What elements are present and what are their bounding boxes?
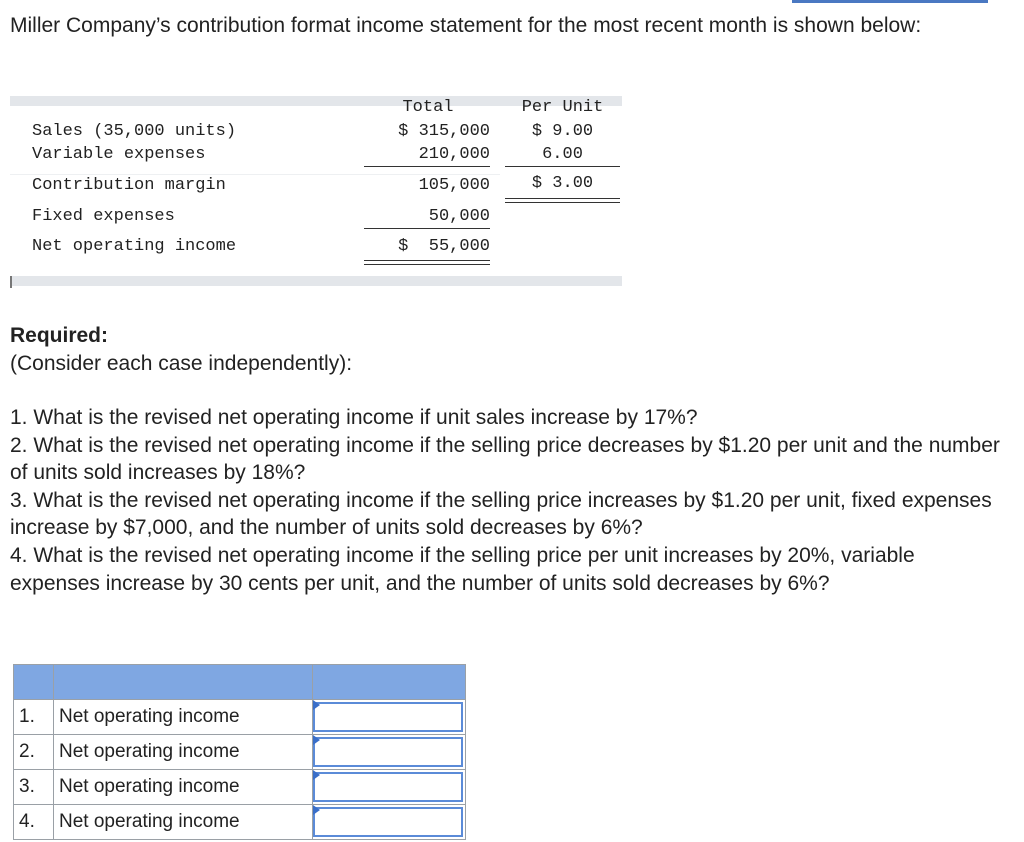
- answer-row-number: 4.: [14, 805, 54, 840]
- row-per-unit-contribution-margin: $ 3.00: [531, 174, 594, 193]
- answer-input-2[interactable]: [313, 737, 463, 767]
- header-per-unit: Per Unit: [521, 98, 604, 117]
- row-label-sales: Sales (35,000 units): [32, 122, 237, 141]
- row-total-contribution-margin: 105,000: [418, 176, 490, 195]
- statement-footer-band: [10, 276, 622, 286]
- answer-row-label: Net operating income: [54, 735, 313, 770]
- row-label-contribution-margin: Contribution margin: [32, 176, 226, 195]
- answer-row: [14, 805, 466, 840]
- answer-row-number: 2.: [14, 735, 54, 770]
- question-1: 1. What is the revised net operating income if unit sales increase by 17%?: [10, 406, 698, 429]
- answer-input-3[interactable]: [313, 772, 463, 802]
- row-label-fixed-expenses: Fixed expenses: [32, 207, 175, 226]
- answer-flag-icon: [313, 770, 320, 780]
- required-section: [10, 322, 352, 378]
- row-total-sales: $ 315,000: [398, 122, 490, 141]
- answer-flag-icon: [313, 700, 320, 710]
- top-accent-bar: [792, 0, 988, 3]
- answer-row-label: Net operating income: [54, 770, 313, 805]
- row-total-fixed-expenses: 50,000: [428, 207, 490, 226]
- row-per-unit-variable-expenses: 6.00: [542, 145, 583, 164]
- question-3: 3. What is the revised net operating income if the selling price increases by $1.20 per unit, fixed expenses increase by $7,000, and the number of units sold decreases by 6%?: [10, 488, 992, 540]
- answer-row: [14, 770, 466, 805]
- answer-row: [14, 700, 466, 735]
- answer-row-label: Net operating income: [54, 805, 313, 840]
- answer-row-label: Net operating income: [54, 700, 313, 735]
- question-4: 4. What is the revised net operating income if the selling price per unit increases by 20%, variable expenses increase by 30 cents per unit, and the number of units sold decreases by 6%?: [10, 543, 915, 595]
- header-total: Total: [402, 98, 454, 117]
- answer-table-header: [14, 665, 466, 700]
- answer-row-number: 1.: [14, 700, 54, 735]
- answer-flag-icon: [313, 805, 320, 815]
- row-total-variable-expenses: 210,000: [418, 145, 490, 164]
- answer-row-number: 3.: [14, 770, 54, 805]
- answer-row: [14, 735, 466, 770]
- row-label-net-operating-income: Net operating income: [32, 237, 237, 256]
- question-2: 2. What is the revised net operating income if the selling price decreases by $1.20 per unit and the number of units sold increases by 18%?: [10, 433, 1000, 485]
- question-list: [10, 404, 1005, 597]
- problem-intro: Miller Company’s contribution format income statement for the most recent month is shown below:: [10, 14, 922, 37]
- answer-input-4[interactable]: [313, 807, 463, 837]
- income-statement: [10, 96, 622, 288]
- row-label-variable-expenses: Variable expenses: [32, 145, 206, 164]
- answer-flag-icon: [313, 735, 320, 745]
- row-total-net-operating-income: $ 55,000: [398, 237, 490, 256]
- required-note: (Consider each case independently):: [10, 352, 353, 375]
- answer-table: [13, 664, 466, 840]
- required-title: Required:: [10, 324, 109, 347]
- answer-input-1[interactable]: [313, 702, 463, 732]
- row-per-unit-sales: $ 9.00: [531, 122, 594, 141]
